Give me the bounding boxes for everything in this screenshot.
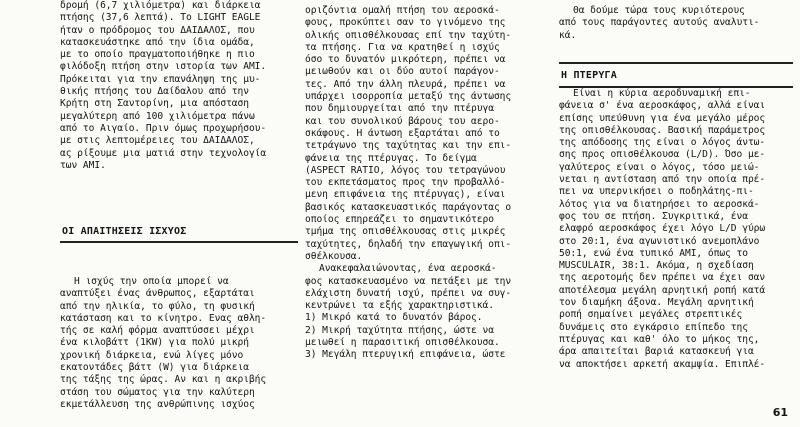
text-line: βασικός κατασκευαστικός παράγοντας ο bbox=[305, 201, 512, 213]
text-line: να αποκτήσει αρκετή ακαμψία. Επιπλέ- bbox=[559, 358, 766, 370]
text-line: μενη επιφάνεια της πτέρυγας), είναι bbox=[305, 189, 506, 201]
paragraph-light-eagle bbox=[60, 0, 266, 172]
text-line: τον διαμήκη άξονα. Μεγάλη αρνητική bbox=[559, 297, 754, 309]
text-line: ταχύτητες, δηλαδή την επαγωγική οπι- bbox=[305, 238, 512, 250]
text-line: τμήμα της οπισθέλκουσας στις μικρές bbox=[305, 226, 506, 238]
text-line: πτέρυγας και καθ' όλο το μήκος της, bbox=[559, 333, 760, 345]
text-line: MUSCULAIR, 38:1. Ακόμα, η σχεδίαση bbox=[559, 260, 754, 272]
text-line: πτήσης (37,6 λεπτά). Το LIGHT EAGLE bbox=[60, 12, 261, 24]
paragraph-wing bbox=[559, 88, 765, 371]
text-line: ας ρίξουμε μια ματιά στην τεχνολογία bbox=[60, 147, 267, 159]
text-line: μειωθούν και οι δύο αυτοί παράγον- bbox=[305, 66, 500, 78]
text-line: και του συνολικού βάρους του αερο- bbox=[305, 115, 500, 127]
paragraph-factors-intro bbox=[559, 5, 759, 42]
text-line: δυνάμεις στο εγκάρσιο επίπεδο της bbox=[559, 321, 748, 333]
text-line: από το Αιγαίο. Πριν όμως προχωρήσου- bbox=[60, 122, 267, 134]
text-line: υπάρχει ισορροπία μεταξύ της άντωσης bbox=[305, 91, 512, 103]
text-line: φάνεια σ' ένα αεροσκάφος, αλλά είναι bbox=[559, 100, 766, 112]
text-line: 2) Μικρή ταχύτητα πτήσης, ώστε να bbox=[305, 324, 494, 336]
text-line: Η ισχύς την οποία μπορεί να bbox=[74, 276, 229, 287]
text-line: εκατοντάδες βάττ (W) για διάρκεια bbox=[60, 362, 249, 374]
text-line: όσο το δυνατόν μικρότερη, πρέπει να bbox=[305, 54, 506, 66]
text-line: που δημιουργείται από την πτέρυγα bbox=[305, 103, 494, 115]
text-line: κεντρώνει τα εξής χαρακτηριστικά. bbox=[305, 300, 494, 312]
text-line: τες. Από την άλλη πλευρά, πρέπει να bbox=[305, 78, 506, 90]
text-line: αναπτύξει ένας άνθρωπος, εξαρτάται bbox=[60, 288, 255, 300]
text-line: χρονική διάρκεια, ενώ λίγες μόνο bbox=[60, 349, 244, 361]
section-heading-power-requirements: ΟΙ ΑΠΑΙΤΗΣΕΙΣ ΙΣΧΥΟΣ bbox=[62, 226, 187, 237]
text-line: νεται η αντίσταση από την οποία πρέ- bbox=[559, 174, 766, 186]
text-line: φιλόδοξη πτήση στην ιστορία των ΑΜΙ. bbox=[60, 61, 267, 73]
text-line: άρα απαιτείται βαριά κατασκευή για bbox=[559, 346, 754, 358]
text-line: οποίος επηρεάζει το σημαντικότερο bbox=[305, 214, 494, 226]
text-line: φος κατασκευασμένο να πετάξει με την bbox=[305, 275, 512, 287]
text-line: φάνεια της πτέρυγας. Το δείγμα bbox=[305, 152, 477, 164]
text-line: 3) Μεγάλη πτερυγική επιφάνεια, ώστε bbox=[305, 349, 506, 361]
text-line: Πρόκειται για την επανάληψη της μυ- bbox=[60, 73, 261, 85]
text-line: οριζόντια ομαλή πτήση του αεροσκά- bbox=[305, 5, 500, 16]
text-line: από την ηλικία, το φύλο, τη φυσική bbox=[60, 300, 255, 312]
text-line: δρομή (6,7 χιλιόμετρα) και διάρκεια bbox=[60, 0, 261, 11]
text-line: της τάξης της ώρας. Αν και η ακριβής bbox=[60, 374, 267, 386]
text-line: των ΑΜΙ. bbox=[60, 159, 106, 171]
text-line: σκάφους. Η άντωση εξαρτάται από το bbox=[305, 127, 500, 139]
text-line: φος του σε πτήση. Συγκριτικά, ένα bbox=[559, 210, 748, 222]
text-line: τα πτήσης. Για να κρατηθεί η ισχύς bbox=[305, 41, 500, 53]
text-line: κά. bbox=[559, 29, 577, 41]
text-line: ήταν ο πρόδρομος του ΔΑΙΔΑΛΟΣ, που bbox=[60, 24, 255, 36]
text-line: Ανακεφαλαιώνοντας, ένα αεροσκά- bbox=[319, 263, 497, 275]
text-line: Κρήτη στη Σαντορίνη, μια απόσταση bbox=[60, 98, 249, 110]
text-line: 1) Μικρό κατά το δυνατόν βάρος. bbox=[305, 312, 483, 324]
text-line: λότος για να διατηρήσει το αεροσκά- bbox=[559, 198, 760, 210]
text-line: 50:1, ενώ ένα τυπικό ΑΜΙ, όπως το bbox=[559, 247, 748, 259]
text-line: με το οποίο πραγματοποιήθηκε η πιο bbox=[60, 49, 255, 61]
text-line: κατασκευάστηκε από την ίδια ομάδα, bbox=[60, 36, 255, 48]
text-line: της οπισθέλκουσας. Βασική παράμετρος bbox=[559, 124, 766, 136]
text-line: φους, προκύπτει σαν το γινόμενο της bbox=[305, 17, 506, 29]
heading-rule bbox=[60, 241, 298, 243]
text-line: εκμετάλλευση της ανθρώπινης ισχύος bbox=[60, 398, 255, 410]
text-line: αποτέλεσμα μεγάλη αρνητική ροπή κατά bbox=[559, 284, 766, 296]
text-line: της απόδοσης της είναι ο λόγος άντω- bbox=[559, 137, 766, 149]
text-line: θικής πτήσης του Δαίδαλου από την bbox=[60, 86, 249, 98]
text-line: ένα κιλοβάττ (1KW) για πολύ μικρή bbox=[60, 337, 249, 349]
text-line: ελάχιστη δυνατή ισχύ, πρέπει να συγ- bbox=[305, 287, 512, 299]
text-line: μεγαλύτερη από 100 χιλιόμετρα πάνω bbox=[60, 110, 255, 122]
text-line: της αεροτομής δεν πρέπει να έχει σαν bbox=[559, 272, 766, 284]
text-line: επίσης υπεύθυνη για ένα μεγάλο μέρος bbox=[559, 112, 766, 124]
text-line: κατάσταση και το κίνητρο. Ενας αθλη- bbox=[60, 312, 267, 324]
heading-rule-top bbox=[559, 62, 793, 64]
text-line: με στις λεπτομέρειες του ΔΑΙΔΑΛΟΣ, bbox=[60, 135, 255, 147]
text-line: στάση του σώματος για την καλύτερη bbox=[60, 386, 255, 398]
text-line: μειωθεί η παρασιτική οπισθέλκουσα. bbox=[305, 337, 500, 349]
text-line: (ASPECT RATIO, λόγος του τετραγώνου bbox=[305, 164, 506, 176]
text-line: ροπή σημαίνει μεγάλες στρεπτικές bbox=[559, 309, 743, 321]
text-line: ελαφρό αεροσκάφος έχει λόγο L/D γύρω bbox=[559, 223, 766, 235]
text-line: στο 20:1, ένα αγωνιστικό ανεμοπλάνο bbox=[559, 235, 760, 247]
text-line: Θα δούμε τώρα τους κυριότερους bbox=[573, 5, 745, 16]
paragraph-drag-and-lift bbox=[305, 5, 511, 362]
text-line: πει να υπερνικήσει ο ποδηλάτης-πι- bbox=[559, 186, 754, 198]
text-line: ολικής οπισθέλκουσας επί την ταχύτη- bbox=[305, 29, 512, 41]
text-line: γαλύτερος είναι ο λόγος, τόσο μειώ- bbox=[559, 161, 760, 173]
text-line: του εκπετάσματος προς την προβαλλό- bbox=[305, 177, 506, 189]
text-line: τετράγωνο της ταχύτητας και την επι- bbox=[305, 140, 512, 152]
text-line: από τους παράγοντες αυτούς αναλυτι- bbox=[559, 17, 760, 29]
page-number: 61 bbox=[772, 406, 788, 419]
section-heading-wing: Η ΠΤΕΡΥΓΑ bbox=[561, 70, 617, 81]
text-line: Είναι η κύρια αεροδυναμική επι- bbox=[573, 88, 751, 99]
paragraph-human-power bbox=[60, 276, 266, 411]
text-line: τής σε καλή φόρμα αναπτύσσει μέχρι bbox=[60, 325, 255, 337]
text-line: σθέλκουσα. bbox=[305, 250, 363, 262]
text-line: σης προς οπισθέλκουσα (L/D). Όσο με- bbox=[559, 149, 766, 161]
